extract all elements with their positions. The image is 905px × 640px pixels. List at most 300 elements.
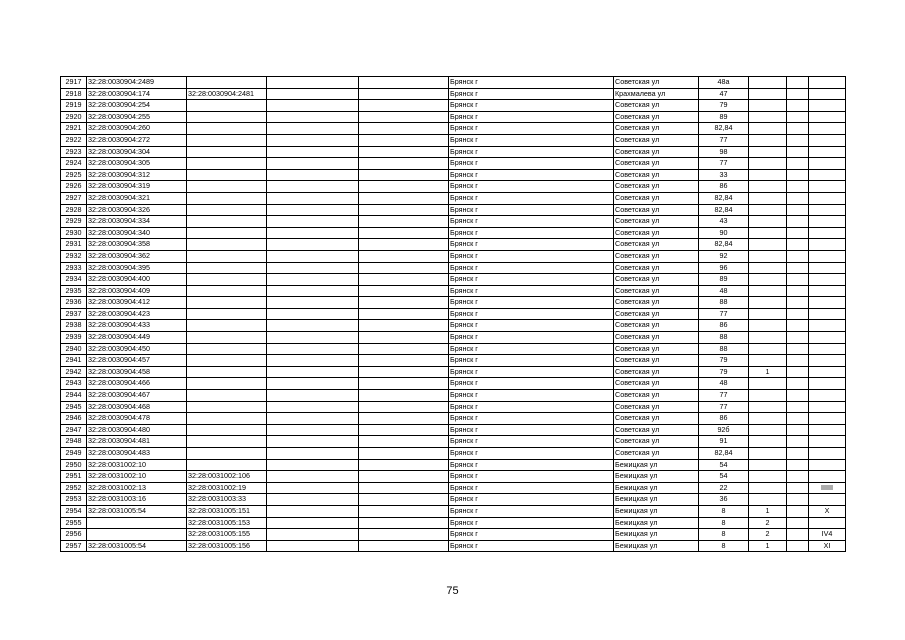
house-number-cell: 54 <box>699 459 749 471</box>
house-number-cell: 98 <box>699 146 749 158</box>
empty-cell <box>267 320 359 332</box>
cadastral-number-cell: 32:28:0030904:466 <box>87 378 187 390</box>
premises-cell <box>809 494 846 506</box>
empty-cell <box>267 192 359 204</box>
street-cell: Советская ул <box>614 308 699 320</box>
empty-cell <box>359 146 449 158</box>
empty-cell <box>267 250 359 262</box>
empty-cell <box>787 169 809 181</box>
building-cell <box>749 320 787 332</box>
street-cell: Бежицкая ул <box>614 529 699 541</box>
city-cell: Брянск г <box>449 378 614 390</box>
empty-cell <box>359 448 449 460</box>
street-cell: Бежицкая ул <box>614 471 699 483</box>
premises-cell <box>809 355 846 367</box>
empty-cell <box>359 355 449 367</box>
table-row <box>61 517 846 529</box>
empty-cell <box>267 134 359 146</box>
cadastral-number-cell: 32:28:0030904:468 <box>87 401 187 413</box>
street-cell: Советская ул <box>614 448 699 460</box>
cadastral-number-cell: 32:28:0030904:449 <box>87 332 187 344</box>
street-cell: Советская ул <box>614 100 699 112</box>
table-row <box>61 343 846 355</box>
empty-cell <box>267 413 359 425</box>
table-row <box>61 505 846 517</box>
empty-cell <box>787 262 809 274</box>
empty-cell <box>359 297 449 309</box>
street-cell: Советская ул <box>614 355 699 367</box>
city-cell: Брянск г <box>449 390 614 402</box>
building-cell <box>749 216 787 228</box>
building-cell <box>749 448 787 460</box>
empty-cell <box>267 274 359 286</box>
row-number-cell: 2926 <box>61 181 87 193</box>
parent-cadastral-number-cell <box>187 192 267 204</box>
cadastral-number-cell: 32:28:0030904:326 <box>87 204 187 216</box>
city-cell: Брянск г <box>449 332 614 344</box>
table-row <box>61 413 846 425</box>
row-number-cell: 2942 <box>61 366 87 378</box>
row-number-cell: 2932 <box>61 250 87 262</box>
cadastral-number-cell <box>87 529 187 541</box>
empty-cell <box>787 274 809 286</box>
cadastral-number-cell: 32:28:0030904:321 <box>87 192 187 204</box>
city-cell: Брянск г <box>449 239 614 251</box>
empty-cell <box>267 459 359 471</box>
house-number-cell: 82,84 <box>699 192 749 204</box>
building-cell <box>749 88 787 100</box>
house-number-cell: 77 <box>699 401 749 413</box>
empty-cell <box>359 413 449 425</box>
table-row <box>61 146 846 158</box>
city-cell: Брянск г <box>449 424 614 436</box>
empty-cell <box>359 390 449 402</box>
row-number-cell: 2953 <box>61 494 87 506</box>
house-number-cell: 22 <box>699 482 749 494</box>
cadastral-number-cell: 32:28:0030904:340 <box>87 227 187 239</box>
premises-cell <box>809 77 846 89</box>
street-cell: Советская ул <box>614 146 699 158</box>
parent-cadastral-number-cell <box>187 158 267 170</box>
parent-cadastral-number-cell: 32:28:0031002:19 <box>187 482 267 494</box>
premises-cell: X <box>809 505 846 517</box>
street-cell: Бежицкая ул <box>614 517 699 529</box>
table-row <box>61 111 846 123</box>
building-cell <box>749 378 787 390</box>
building-cell <box>749 134 787 146</box>
cadastral-number-cell: 32:28:0030904:254 <box>87 100 187 112</box>
table-row <box>61 227 846 239</box>
parent-cadastral-number-cell <box>187 424 267 436</box>
parent-cadastral-number-cell <box>187 320 267 332</box>
building-cell <box>749 204 787 216</box>
cadastral-number-cell: 32:28:0030904:304 <box>87 146 187 158</box>
empty-cell <box>787 505 809 517</box>
building-cell <box>749 181 787 193</box>
street-cell: Советская ул <box>614 77 699 89</box>
street-cell: Советская ул <box>614 378 699 390</box>
empty-cell <box>359 332 449 344</box>
empty-cell <box>787 424 809 436</box>
table-row <box>61 529 846 541</box>
empty-cell <box>267 540 359 552</box>
street-cell: Советская ул <box>614 424 699 436</box>
parent-cadastral-number-cell <box>187 123 267 135</box>
row-number-cell: 2947 <box>61 424 87 436</box>
premises-cell <box>809 181 846 193</box>
cadastral-number-cell: 32:28:0030904:400 <box>87 274 187 286</box>
cadastral-number-cell: 32:28:0030904:409 <box>87 285 187 297</box>
row-number-cell: 2943 <box>61 378 87 390</box>
house-number-cell: 89 <box>699 111 749 123</box>
house-number-cell: 77 <box>699 158 749 170</box>
empty-cell <box>267 332 359 344</box>
empty-cell <box>267 111 359 123</box>
row-number-cell: 2931 <box>61 239 87 251</box>
cadastral-number-cell: 32:28:0030904:458 <box>87 366 187 378</box>
empty-cell <box>787 134 809 146</box>
parent-cadastral-number-cell <box>187 134 267 146</box>
empty-cell <box>359 482 449 494</box>
table-row <box>61 88 846 100</box>
premises-cell: XI <box>809 540 846 552</box>
premises-cell <box>809 158 846 170</box>
empty-cell <box>787 285 809 297</box>
city-cell: Брянск г <box>449 285 614 297</box>
row-number-cell: 2919 <box>61 100 87 112</box>
city-cell: Брянск г <box>449 343 614 355</box>
cadastral-number-cell: 32:28:0030904:433 <box>87 320 187 332</box>
street-cell: Советская ул <box>614 204 699 216</box>
city-cell: Брянск г <box>449 134 614 146</box>
premises-cell <box>809 343 846 355</box>
empty-cell <box>267 529 359 541</box>
row-number-cell: 2921 <box>61 123 87 135</box>
row-number-cell: 2920 <box>61 111 87 123</box>
city-cell: Брянск г <box>449 100 614 112</box>
table-row <box>61 401 846 413</box>
building-cell: 2 <box>749 529 787 541</box>
parent-cadastral-number-cell <box>187 274 267 286</box>
building-cell <box>749 401 787 413</box>
city-cell: Брянск г <box>449 262 614 274</box>
cadastral-number-cell: 32:28:0030904:480 <box>87 424 187 436</box>
premises-cell <box>809 111 846 123</box>
building-cell <box>749 77 787 89</box>
house-number-cell: 43 <box>699 216 749 228</box>
table-row <box>61 494 846 506</box>
row-number-cell: 2928 <box>61 204 87 216</box>
building-cell <box>749 413 787 425</box>
parent-cadastral-number-cell <box>187 448 267 460</box>
premises-cell <box>809 204 846 216</box>
street-cell: Советская ул <box>614 216 699 228</box>
empty-cell <box>359 436 449 448</box>
cadastral-number-cell: 32:28:0030904:319 <box>87 181 187 193</box>
building-cell <box>749 494 787 506</box>
empty-cell <box>359 204 449 216</box>
table-row <box>61 250 846 262</box>
row-number-cell: 2939 <box>61 332 87 344</box>
parent-cadastral-number-cell <box>187 262 267 274</box>
empty-cell <box>359 250 449 262</box>
house-number-cell: 86 <box>699 320 749 332</box>
parent-cadastral-number-cell: 32:28:0031003:33 <box>187 494 267 506</box>
empty-cell <box>359 424 449 436</box>
house-number-cell: 77 <box>699 308 749 320</box>
table-row <box>61 448 846 460</box>
empty-cell <box>787 413 809 425</box>
cadastral-number-cell: 32:28:0030904:260 <box>87 123 187 135</box>
premises-cell <box>809 320 846 332</box>
parent-cadastral-number-cell: 32:28:0030904:2481 <box>187 88 267 100</box>
empty-cell <box>267 146 359 158</box>
empty-cell <box>359 471 449 483</box>
street-cell: Советская ул <box>614 297 699 309</box>
empty-cell <box>787 529 809 541</box>
row-number-cell: 2917 <box>61 77 87 89</box>
house-number-cell: 88 <box>699 343 749 355</box>
cadastral-number-cell: 32:28:0031002:10 <box>87 471 187 483</box>
cadastral-number-cell: 32:28:0030904:457 <box>87 355 187 367</box>
parent-cadastral-number-cell <box>187 77 267 89</box>
street-cell: Советская ул <box>614 401 699 413</box>
empty-cell <box>787 227 809 239</box>
premises-cell <box>809 192 846 204</box>
premises-cell <box>809 378 846 390</box>
empty-cell <box>787 146 809 158</box>
street-cell: Бежицкая ул <box>614 505 699 517</box>
building-cell: 2 <box>749 517 787 529</box>
empty-cell <box>787 192 809 204</box>
table-row <box>61 123 846 135</box>
empty-cell <box>267 100 359 112</box>
empty-cell <box>267 181 359 193</box>
building-cell <box>749 169 787 181</box>
empty-cell <box>787 482 809 494</box>
parent-cadastral-number-cell <box>187 181 267 193</box>
premises-cell <box>809 308 846 320</box>
empty-cell <box>359 285 449 297</box>
empty-cell <box>359 459 449 471</box>
building-cell <box>749 262 787 274</box>
empty-cell <box>359 343 449 355</box>
empty-cell <box>359 401 449 413</box>
parent-cadastral-number-cell <box>187 378 267 390</box>
row-number-cell: 2948 <box>61 436 87 448</box>
city-cell: Брянск г <box>449 436 614 448</box>
empty-cell <box>787 204 809 216</box>
building-cell: 1 <box>749 505 787 517</box>
cadastral-number-cell: 32:28:0030904:483 <box>87 448 187 460</box>
city-cell: Брянск г <box>449 146 614 158</box>
row-number-cell: 2930 <box>61 227 87 239</box>
row-number-cell: 2937 <box>61 308 87 320</box>
row-number-cell: 2923 <box>61 146 87 158</box>
empty-cell <box>359 100 449 112</box>
cadastral-number-cell: 32:28:0030904:358 <box>87 239 187 251</box>
building-cell: 1 <box>749 540 787 552</box>
row-number-cell: 2922 <box>61 134 87 146</box>
city-cell: Брянск г <box>449 111 614 123</box>
street-cell: Советская ул <box>614 390 699 402</box>
house-number-cell: 48 <box>699 378 749 390</box>
row-number-cell: 2941 <box>61 355 87 367</box>
table-row <box>61 332 846 344</box>
cadastral-number-cell: 32:28:0030904:312 <box>87 169 187 181</box>
row-number-cell: 2925 <box>61 169 87 181</box>
empty-cell <box>787 216 809 228</box>
city-cell: Брянск г <box>449 505 614 517</box>
premises-cell <box>809 262 846 274</box>
row-number-cell: 2954 <box>61 505 87 517</box>
building-cell <box>749 285 787 297</box>
premises-cell <box>809 459 846 471</box>
premises-cell <box>809 239 846 251</box>
cadastral-number-cell: 32:28:0030904:478 <box>87 413 187 425</box>
table-row <box>61 540 846 552</box>
empty-cell <box>787 390 809 402</box>
parent-cadastral-number-cell <box>187 343 267 355</box>
empty-cell <box>267 123 359 135</box>
building-cell <box>749 100 787 112</box>
empty-cell <box>359 378 449 390</box>
premises-cell <box>809 227 846 239</box>
empty-cell <box>267 204 359 216</box>
city-cell: Брянск г <box>449 448 614 460</box>
house-number-cell: 82,84 <box>699 448 749 460</box>
row-number-cell: 2944 <box>61 390 87 402</box>
house-number-cell: 77 <box>699 390 749 402</box>
parent-cadastral-number-cell <box>187 111 267 123</box>
empty-cell <box>267 471 359 483</box>
building-cell <box>749 146 787 158</box>
house-number-cell: 8 <box>699 529 749 541</box>
empty-cell <box>267 297 359 309</box>
house-number-cell: 33 <box>699 169 749 181</box>
table-row <box>61 390 846 402</box>
empty-cell <box>787 343 809 355</box>
cadastral-number-cell: 32:28:0031003:16 <box>87 494 187 506</box>
city-cell: Брянск г <box>449 181 614 193</box>
house-number-cell: 79 <box>699 100 749 112</box>
empty-cell <box>267 227 359 239</box>
empty-cell <box>359 274 449 286</box>
building-cell <box>749 471 787 483</box>
table-row <box>61 482 846 494</box>
empty-cell <box>787 308 809 320</box>
table-row <box>61 216 846 228</box>
empty-cell <box>267 401 359 413</box>
house-number-cell: 86 <box>699 413 749 425</box>
parent-cadastral-number-cell: 32:28:0031002:106 <box>187 471 267 483</box>
empty-cell <box>787 77 809 89</box>
house-number-cell: 36 <box>699 494 749 506</box>
empty-cell <box>359 239 449 251</box>
row-number-cell: 2936 <box>61 297 87 309</box>
row-number-cell: 2938 <box>61 320 87 332</box>
parent-cadastral-number-cell <box>187 355 267 367</box>
table-row <box>61 297 846 309</box>
empty-cell <box>267 262 359 274</box>
parent-cadastral-number-cell <box>187 459 267 471</box>
parent-cadastral-number-cell: 32:28:0031005:156 <box>187 540 267 552</box>
house-number-cell: 92 <box>699 250 749 262</box>
house-number-cell: 88 <box>699 332 749 344</box>
register-table-body <box>61 77 846 552</box>
parent-cadastral-number-cell <box>187 239 267 251</box>
empty-cell <box>787 459 809 471</box>
empty-cell <box>359 192 449 204</box>
city-cell: Брянск г <box>449 482 614 494</box>
city-cell: Брянск г <box>449 77 614 89</box>
house-number-cell: 90 <box>699 227 749 239</box>
building-cell <box>749 308 787 320</box>
street-cell: Бежицкая ул <box>614 540 699 552</box>
empty-cell <box>359 320 449 332</box>
empty-cell <box>359 216 449 228</box>
row-number-cell: 2934 <box>61 274 87 286</box>
city-cell: Брянск г <box>449 123 614 135</box>
house-number-cell: 82,84 <box>699 239 749 251</box>
cadastral-number-cell: 32:28:0031002:13 <box>87 482 187 494</box>
empty-cell <box>359 308 449 320</box>
empty-cell <box>359 111 449 123</box>
cadastral-number-cell: 32:28:0031005:54 <box>87 540 187 552</box>
premises-cell <box>809 216 846 228</box>
building-cell <box>749 390 787 402</box>
parent-cadastral-number-cell <box>187 100 267 112</box>
city-cell: Брянск г <box>449 459 614 471</box>
parent-cadastral-number-cell: 32:28:0031005:155 <box>187 529 267 541</box>
premises-cell <box>809 413 846 425</box>
parent-cadastral-number-cell <box>187 169 267 181</box>
house-number-cell: 91 <box>699 436 749 448</box>
building-cell <box>749 459 787 471</box>
empty-cell <box>267 482 359 494</box>
house-number-cell: 82,84 <box>699 123 749 135</box>
street-cell: Бежицкая ул <box>614 494 699 506</box>
cadastral-number-cell: 32:28:0031002:10 <box>87 459 187 471</box>
table-row <box>61 378 846 390</box>
cadastral-number-cell: 32:28:0030904:362 <box>87 250 187 262</box>
table-row <box>61 436 846 448</box>
table-row <box>61 192 846 204</box>
empty-cell <box>359 158 449 170</box>
empty-cell <box>787 378 809 390</box>
cadastral-number-cell: 32:28:0030904:423 <box>87 308 187 320</box>
street-cell: Советская ул <box>614 274 699 286</box>
empty-cell <box>787 297 809 309</box>
row-number-cell: 2927 <box>61 192 87 204</box>
premises-cell <box>809 88 846 100</box>
street-cell: Советская ул <box>614 239 699 251</box>
premises-cell <box>809 390 846 402</box>
building-cell <box>749 239 787 251</box>
empty-cell <box>267 308 359 320</box>
empty-cell <box>267 285 359 297</box>
premises-cell <box>809 285 846 297</box>
register-table <box>60 76 846 552</box>
empty-cell <box>267 366 359 378</box>
premises-cell <box>809 366 846 378</box>
city-cell: Брянск г <box>449 216 614 228</box>
empty-cell <box>267 505 359 517</box>
cadastral-number-cell: 32:28:0030904:305 <box>87 158 187 170</box>
empty-cell <box>267 390 359 402</box>
house-number-cell: 8 <box>699 517 749 529</box>
empty-cell <box>787 540 809 552</box>
